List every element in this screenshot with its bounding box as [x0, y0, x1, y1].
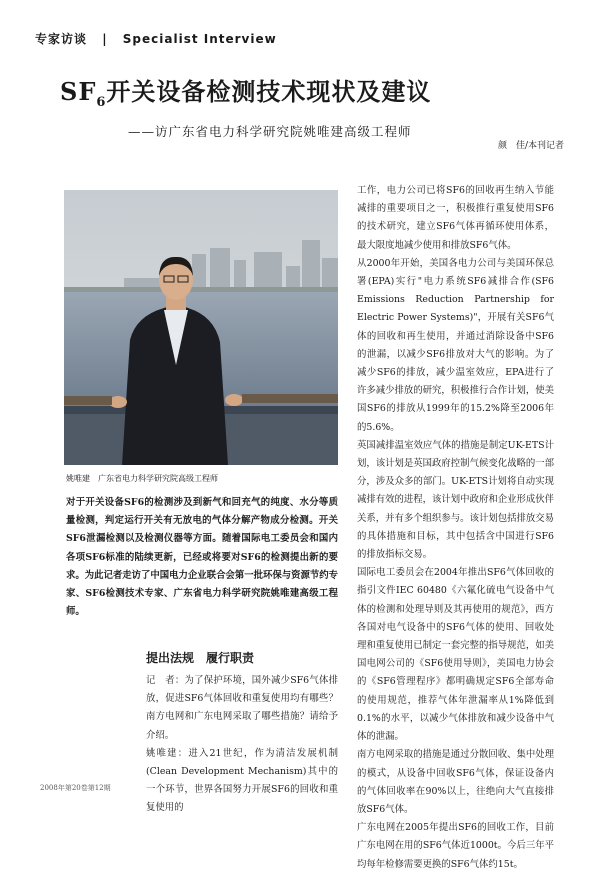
byline: 颜 佳/本刊记者	[498, 141, 565, 151]
section-label-cn: 专家访谈	[35, 32, 88, 46]
left-column	[146, 650, 338, 818]
section-header	[35, 30, 277, 47]
section-heading: 提出法规 履行职责	[146, 651, 255, 665]
portrait-photo	[64, 190, 338, 465]
paragraph: 英国减排温室效应气体的措施是制定UK-ETS计划，该计划是英国政府控制气候变化战略的一部分，涉及众多的部门。UK-ETS计划将自动实现减排有效的进程，该计划中政府和企业形成伙伴关系，并有多个组织参与。该计划包括排放交易的具体措施和目标，其中包括含中国进行SF6的排放指标交易。	[357, 439, 554, 561]
title-subscript: 6	[96, 94, 107, 110]
right-column	[357, 182, 554, 874]
paragraph: 国际电工委员会在2004年推出SF6气体回收的指引文件IEC 60480《六氟化硫电气设备中气体的检测和处理导则及其再使用的规范》，西方各国对电气设备中的SF6气体的使用、回收处理和重复使用已制定一套完整的指导规范，如美国电网公司的《SF6使用导则》，美国电力协会的《SF6管理程序》都明确规定SF6全部寿命的使用规范，推荐气体年泄漏率从1%降低到0.1%的水平，以减少气体排放和减少设备中气体的泄漏。	[357, 567, 554, 743]
paragraph: 姚唯建：进入21世纪，作为清洁发展机制(Clean Development Mechanism)其中的一个环节，世界各国努力开展SF6的回收和重复使用的	[146, 747, 338, 814]
header-separator: |	[102, 32, 108, 46]
paragraph: 记 者：为了保护环境，国外减少SF6气体排放，促进SF6气体回收和重复使用均有哪些？南方电网和广东电网采取了哪些措施？请给予介绍。	[146, 675, 338, 741]
title-rest: 开关设备检测技术现状及建议	[106, 77, 432, 106]
paragraph: 南方电网采取的措施是通过分散回收、集中处理的模式，从设备中回收SF6气体，保证设备内的气体回收率在90%以上，往绝向大气直接排放SF6气体。	[357, 749, 554, 815]
article-subtitle: ——访广东省电力科学研究院姚唯建高级工程师	[128, 124, 412, 139]
paragraph: 广东电网在2005年提出SF6的回收工作，目前广东电网在用的SF6气体近1000t。今后三年平均每年检修需要更换的SF6气体约15t。	[357, 822, 554, 870]
paragraph: 从2000年开始，美国各电力公司与美国环保总署(EPA)实行"电力系统SF6减排合作(SF6 Emissions Reduction Partnership for Electric Power Systems)"，开展有关SF6气体的回收和再生使用，并通过消除设备中SF6的泄漏，以减少SF6排放对大气的影响。为了减少SF6的排放，减少温室效应，EPA进行了许多减少排放的研究，积极推行合作计划，使美国SF6的排放从1999年的15.2%降至2006年的5.6%。	[357, 257, 554, 433]
page-footer: 2008年第20卷第12期	[40, 784, 111, 792]
section-label-en: Specialist Interview	[122, 32, 277, 46]
title-prefix: SF	[60, 77, 97, 106]
paragraph: 工作，电力公司已将SF6的回收再生纳入节能减排的重要项目之一，积极推行重复使用SF6的技术研究，建立SF6气体再循环使用体系，最大限度地减少使用和排放SF6气体。	[357, 185, 554, 251]
photo-caption: 姚唯建 广东省电力科学研究院高级工程师	[66, 474, 218, 483]
article-title	[60, 72, 431, 110]
intro-paragraph: 对于开关设备SF6的检测涉及到新气和回充气的纯度、水分等质量检测，判定运行开关有无放电的气体分解产物成分检测。开关SF6泄漏检测以及检测仪器等方面。随着国际电工委员会和国内各项SF6标准的陆续更新，已经或将要对SF6的检测提出新的要求。为此记者走访了中国电力企业联合会第一批环保与资源节约专家、SF6检测技术专家、广东省电力科学研究院姚唯建高级工程师。	[66, 497, 338, 618]
